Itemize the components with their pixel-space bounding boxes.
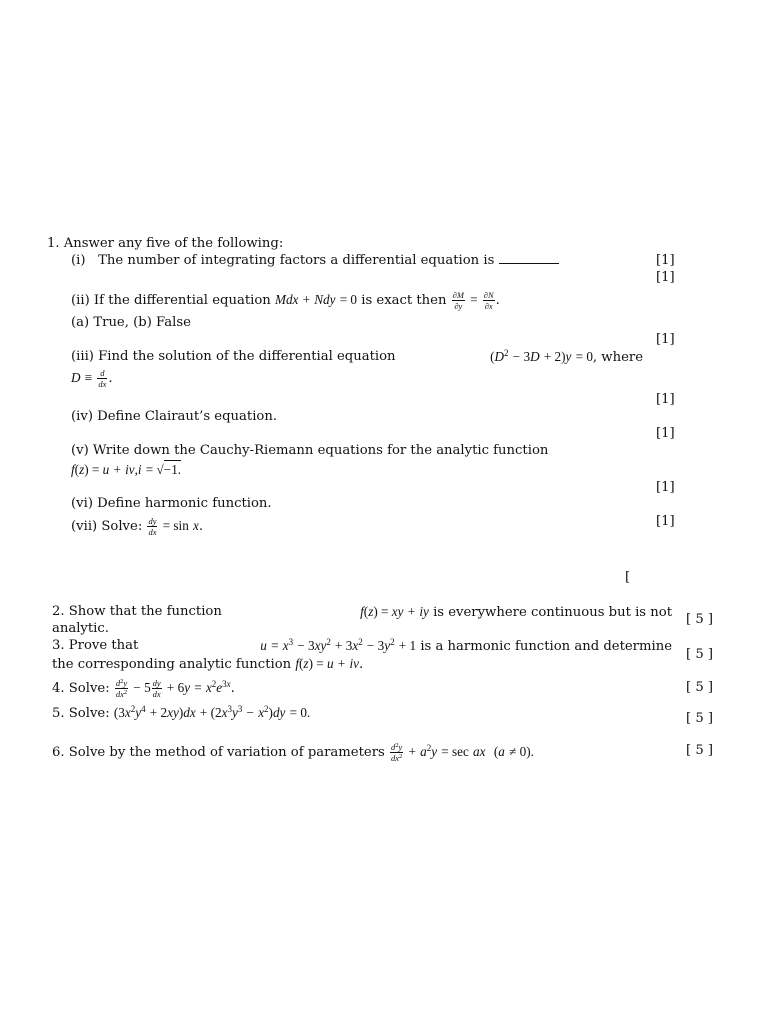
mark-q1-iv: [1] bbox=[656, 392, 675, 407]
mark-q1-ii: [1] bbox=[656, 270, 675, 285]
q2-line2: analytic. bbox=[52, 621, 109, 636]
d2y-over-dx2: $\frac{d^2y}{dx^2}$ bbox=[390, 742, 403, 763]
q1-iii-text1: (iii) Find the solution of the differential equation bbox=[71, 349, 396, 364]
q4: 4. Solve: $\frac{d^2y}{dx^2}$ − 5 $\frac{dy}{dx}$ + $6y = x^2e^{3x}$. bbox=[52, 678, 235, 699]
answer-blank bbox=[499, 253, 559, 264]
q1-i-text: The number of integrating factors a differential equation is bbox=[98, 253, 495, 268]
q1-v-function: f(z) = u + iv,i = √−1. bbox=[71, 462, 182, 477]
q1-iii: (iii) Find the solution of the differential equation $(D^2 - 3D + 2)y = 0$, where bbox=[71, 348, 643, 365]
q1-ii-equation: Mdx bbox=[274, 292, 299, 307]
mark-q1-v: [1] bbox=[656, 426, 675, 441]
partial-m-over-partial-y: $\frac{\partial M}{\partial y}$ bbox=[452, 290, 464, 311]
q1-i bbox=[71, 253, 559, 269]
q2-text2: is everywhere continuous but is not bbox=[428, 605, 672, 620]
d-over-dx: $\frac{d}{dx}$ bbox=[98, 368, 107, 389]
q1-ii-text1: (ii) If the differential equation bbox=[71, 293, 275, 308]
q1-ii-text2: is exact then bbox=[357, 293, 451, 308]
mark-q1-i: [1] bbox=[656, 253, 675, 268]
q1-vi: (vi) Define harmonic function. bbox=[71, 496, 272, 511]
q2-text1: 2. Show that the function bbox=[52, 604, 222, 619]
q5: 5. Solve: $(3x^2y^4 + 2xy)dx + (2x^3y^3 - x^2)dy = 0$. bbox=[52, 704, 311, 721]
mark-q5: [ 5 ] bbox=[686, 711, 714, 726]
q1-v: (v) Write down the Cauchy-Riemann equations for the analytic function bbox=[71, 443, 549, 458]
mark-q2: [ 5 ] bbox=[686, 612, 714, 627]
mark-q3: [ 5 ] bbox=[686, 647, 714, 662]
d2y-over-dx2: $\frac{d^2y}{dx^2}$ bbox=[115, 678, 128, 699]
q1-ii-options: (a) True, (b) False bbox=[71, 315, 191, 330]
q4-text: 4. Solve: bbox=[52, 681, 114, 696]
mark-q4: [ 5 ] bbox=[686, 680, 714, 695]
q3-text3: the corresponding analytic function bbox=[52, 657, 296, 672]
q1-i-label: (i) bbox=[71, 253, 86, 268]
stray-bracket: [ bbox=[625, 570, 631, 585]
q1-vii-text: (vii) Solve: bbox=[71, 519, 147, 534]
dy-over-dx: $\frac{dy}{dx}$ bbox=[148, 516, 157, 537]
q3-line2: the corresponding analytic function f(z) = u + iv. bbox=[52, 656, 364, 672]
mark-q1-vii: [1] bbox=[656, 514, 675, 529]
q5-text: 5. Solve: bbox=[52, 706, 114, 721]
q3-text2: is a harmonic function and determine bbox=[416, 639, 672, 654]
q3: 3. Prove that $u = x^3 - 3xy^2 + 3x^2 - 3y^2 + 1$ is a harmonic function and determine bbox=[52, 637, 672, 654]
dy-over-dx: $\frac{dy}{dx}$ bbox=[152, 678, 161, 699]
q1-iii-operator: D ≡ $\frac{d}{dx}$ . bbox=[71, 368, 113, 389]
q1-iv: (iv) Define Clairaut’s equation. bbox=[71, 409, 278, 424]
q1-iii-text2: , where bbox=[592, 350, 643, 365]
q3-text1: 3. Prove that bbox=[52, 638, 139, 653]
mark-q1-vi: [1] bbox=[656, 480, 675, 495]
q6-text: 6. Solve by the method of variation of parameters bbox=[52, 745, 389, 760]
partial-n-over-partial-x: $\frac{\partial N}{\partial x}$ bbox=[483, 290, 494, 311]
q1-vii: (vii) Solve: $\frac{dy}{dx}$ = sin x. bbox=[71, 516, 204, 537]
q1-heading: 1. Answer any five of the following: bbox=[47, 236, 284, 251]
mark-q6: [ 5 ] bbox=[686, 743, 714, 758]
q1-ii: (ii) If the differential equation Mdx + Ndy = 0 is exact then $\frac{\partial M}{\partial y}$ = $\frac{\partial N}{\partial x}$ . bbox=[71, 290, 500, 311]
q2: 2. Show that the function f(z) = xy + iy is everywhere continuous but is not bbox=[52, 604, 672, 620]
q6: 6. Solve by the method of variation of parameters $\frac{d^2y}{dx^2}$ + $a^2y = \sec$ ax (a ≠ 0). bbox=[52, 742, 534, 763]
mark-q1-iii: [1] bbox=[656, 332, 675, 347]
